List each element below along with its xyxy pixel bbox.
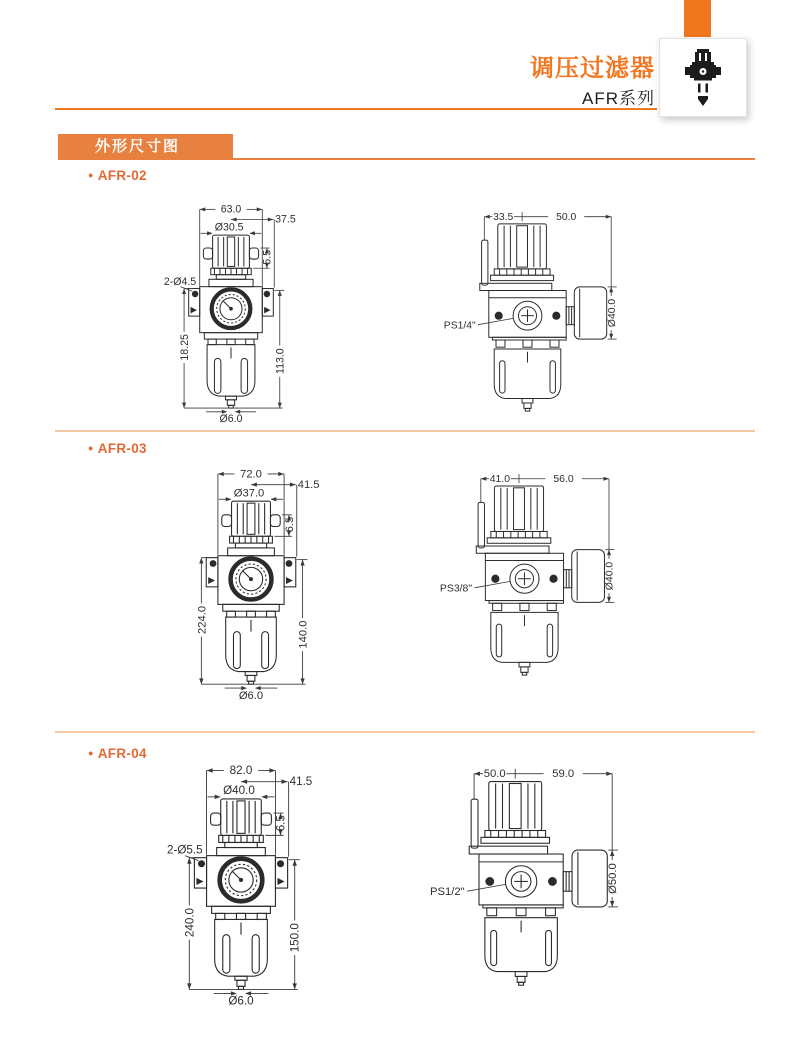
dim-gauge-dia: Ø40.0 (604, 561, 616, 591)
dim-height-body: 150.0 (288, 923, 302, 953)
dim-drain: Ø6.0 (238, 689, 264, 702)
page-title: 调压过滤器 (530, 55, 655, 82)
bullet-icon: ● (88, 748, 94, 758)
section-divider (55, 731, 755, 733)
dim-depth-a: 50.0 (483, 768, 506, 781)
bullet-icon: ● (88, 170, 94, 180)
dim-offset: 41.5 (297, 479, 320, 492)
dim-knob-dia: Ø30.5 (214, 221, 244, 234)
dim-step: 6.5 (274, 815, 288, 832)
product-icon (680, 47, 726, 109)
model-label-afr04: ● AFR-04 (88, 746, 147, 761)
dim-depth-b: 59.0 (552, 768, 575, 781)
dim-drain: Ø6.0 (228, 994, 254, 1008)
dim-height-body: 113.0 (274, 348, 287, 375)
dim-knob-dia: Ø37.0 (233, 487, 265, 500)
dim-depth-b: 50.0 (556, 211, 577, 223)
dim-width: 82.0 (229, 764, 253, 778)
section-header: 外形尺寸图 (58, 134, 233, 160)
dim-port: PS1/2" (430, 886, 465, 899)
afr02-side-drawing (442, 204, 622, 422)
dim-drain: Ø6.0 (219, 412, 243, 425)
dim-height-total: 18.25 (178, 334, 191, 361)
corner-tab (684, 0, 711, 37)
afr03-side-drawing (438, 466, 620, 686)
product-thumbnail (659, 38, 747, 117)
dim-port: PS3/8" (439, 583, 473, 595)
dim-port: PS1/4" (443, 320, 476, 332)
afr04-front-drawing (165, 760, 317, 1006)
bullet-icon: ● (88, 443, 94, 453)
dim-depth-a: 41.0 (489, 473, 511, 485)
dim-offset: 37.5 (275, 213, 296, 226)
model-label-afr03: ● AFR-03 (88, 441, 147, 456)
dim-mount-holes: 2-Ø4.5 (163, 275, 197, 288)
dim-step: 5.5 (261, 249, 274, 265)
dim-width: 72.0 (240, 468, 262, 481)
dim-height-total: 240.0 (183, 907, 197, 938)
dim-gauge-dia: Ø50.0 (607, 863, 620, 894)
dim-height-total: 224.0 (196, 605, 209, 634)
afr04-side-drawing (428, 760, 624, 997)
dim-width: 63.0 (220, 203, 242, 216)
dim-height-body: 140.0 (297, 620, 310, 649)
section-header-rule (58, 158, 755, 160)
dim-mount-holes: 2-Ø5.5 (167, 843, 203, 857)
dim-depth-b: 56.0 (553, 473, 574, 485)
dim-gauge-dia: Ø40.0 (606, 298, 618, 328)
afr02-front-drawing (162, 200, 300, 423)
header-rule (55, 108, 657, 110)
model-label-afr02: ● AFR-02 (88, 168, 147, 183)
dim-knob-dia: Ø40.0 (223, 783, 255, 797)
series-subtitle: AFR系列 (582, 89, 655, 108)
dim-offset: 41.5 (289, 775, 313, 789)
dim-depth-a: 33.5 (493, 211, 514, 223)
dim-step: 6.5 (283, 516, 296, 533)
section-divider (55, 430, 755, 432)
afr03-front-drawing (178, 464, 324, 700)
